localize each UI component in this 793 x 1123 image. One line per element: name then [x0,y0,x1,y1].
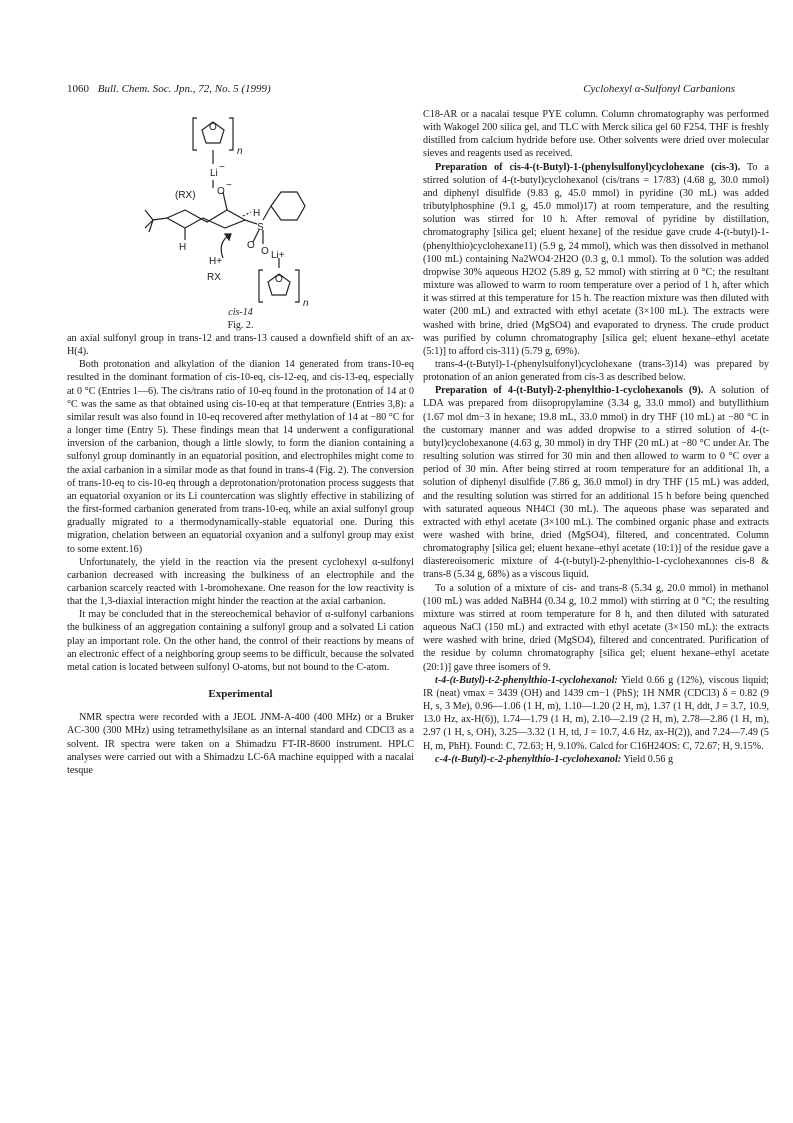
oxyanion-label: O [217,186,225,197]
svg-text:O: O [209,122,217,133]
procedure-text: To a stirred solution of 4-(t-butyl)cyclohexanol (cis/trans = 17/83) (4.68 g, 30.0 mmol) and diphenyl disulfide (9.83 g, 45.0 mmol) in pyridine (30 mL) was added tributylphosphine (9.1 g, 45.0 mmol)17) at room temperature, and the resulting solution was stirred for 10 h. After removal of pyridine by distillation, chromatography [silica gel; eluent hexane] of the residue gave crude 4-(t-butyl)-1-(phenylthio)cyclohexane11) (5.9 g, 24 mmol), which was then dissolved in methanol (100 mL) containing Na2WO4·2H2O (0.3 g, 0.1 mmol). To the solution was added dropwise 30% aqueous H2O2 (5.89 g, 52 mmol) with stirring at 0 °C; the resultant mixture was allowed to warm to room temperature over a period of 1 h, after which it was stirred at this temperature for 15 h. The reaction mixture was then diluted with water (200 mL) and extracted with ethyl acetate (3×100 mL). The extracts were washed with brine, dried (MgSO4) and evaporated to dryness. The crude product was purified by column chromatography [silica gel; eluent hexane–ethyl acetate (5:1)] to afford cis-311) (5.79 g, 69%). [423,161,769,357]
running-header-right: Cyclohexyl α-Sulfonyl Carbanions [583,83,735,95]
paragraph: To a solution of a mixture of cis- and trans-8 (5.34 g, 20.0 mmol) in methanol (100 mL) was added NaBH4 (0.34 g, 10.2 mmol) with stirring at 0 °C; the resulting mixture was stirred at room temperature for 8 h, and then diluted with saturated aqueous NaCl (150 mL) and extracted with ethyl acetate (3×150 mL): the extracts were washed with brine, dried (MgSO4), filtered and concentrated. Purification of the residue by column chromatography [silica gel; eluent hexane–ethyl acetate (20:1)] gave three isomers of 9. [423,582,769,673]
procedure-heading: Preparation of 4-(t-Butyl)-2-phenylthio-1-cyclohexanols (9). [435,385,704,397]
phenyl-ring [271,192,305,220]
h-plus-label: H+ [209,256,223,267]
bracket-left-bottom [259,270,263,302]
thf-o-top-icon [209,122,217,133]
sulfur-label: S [257,222,264,233]
paragraph: It may be concluded that in the stereochemical behavior of α-sulfonyl carbanions the bulkiness of an aggregation containing a sulfonyl group and a solvated Li cation play an important role. On the other hand, the control of their reactions by means of an electronic effect of a neighboring group seems to be difficult, because the solvated metal cation is located between sulfonyl O-atoms, but not bound to the C-atom. [67,609,414,673]
compound-data-paragraph [423,674,769,753]
left-column [67,110,414,777]
right-column [423,108,769,766]
paragraph: NMR spectra were recorded with a JEOL JNM-A-400 (400 MHz) or a Bruker AC-300 (300 MHz) using tetramethylsilane as an internal standard and CDCl3 as a solvent. IR spectra were taken on a Shimadzu FT-IR-8600 instrument. HPLC analyses were carried out with a Shimadzu LC-6A machine equipped with a nacalai tesque [67,712,414,776]
paragraph: trans-4-(t-Butyl)-1-(phenylsulfonyl)cyclohexane (trans-3)14) was prepared by protonation of an anion generated from cis-3 as described below. [423,358,769,384]
oxygen-label-1: O [247,240,255,251]
bracket-right-bottom [295,270,299,302]
procedure-heading: Preparation of cis-4-(t-Butyl)-1-(phenylsulfonyl)cyclohexane (cis-3). [435,161,741,173]
svg-text:−: − [226,180,232,191]
compound-heading: c-4-(t-Butyl)-c-2-phenylthio-1-cyclohexanol: [435,753,622,765]
procedure-text: A solution of LDA was prepared from diisopropylamine (3.34 g, 33.0 mmol) and butyllithium (1.67 mol dm−3 in hexane; 19.8 mL, 33.0 mmol) in dry THF (10 mL) at −80 °C in the customary manner and was added dropwise to a stirred solution of 4-(t-butyl)cyclohexanone (4.63 g, 30 mmol) in dry THF (20 mL) at −80 °C under Ar. The resulting solution was stirred for 30 min and then allowed to warm to 0 °C over a period of 30 min. After being stirred at room temperature for an additional 1h, a solution of diphenyl disulfide (7.86 g, 36.0 mmol) in dry THF (15 mL) was added, and the resulting solution was stirred for an additional 15 h before being quenched with saturated aqueous NH4Cl (30 mL). The aqueous phase was separated and extracted with ethyl acetate (3×100 mL). The combined organic phase and extracts were washed with brine, dried (MgSO4), filtered, and concentrated. Column chromatography [silica gel; eluent hexane–ethyl acetate (10:1)] of the residue gave a diastereoisomeric mixture of 4-(t-butyl)-2-phenylthio-1-cyclohexanones cis-8 & trans-8 (5.34 g, 68%) as a viscous liquid. [423,385,769,581]
rx-parenthetical: (RX) [175,190,196,201]
n-subscript-top: n [237,146,243,157]
compound-heading: t-4-(t-Butyl)-t-2-phenylthio-1-cyclohexanol: [435,674,618,686]
n-subscript-bottom: n [303,298,309,309]
journal-citation: Bull. Chem. Soc. Jpn., 72, No. 5 (1999) [97,83,271,95]
paragraph: Both protonation and alkylation of the dianion 14 generated from trans-10-eq resulted in the dominant formation of cis-10-eq, cis-12-eq, and cis-13-eq, especially at 0 °C (Entries 1—6). The cis/trans ratio of 10-eq found in the protonation of 14 at 0 °C was the same as that obtained using cis-10-eq at that temperature (Entries 3,8): a similar result was also found in 10-eq recovered after methylation of 14 at −80 °C for a longer time (Entry 5). These findings mean that 14 underwent a configurational inversion of the carbanion, though a little slowly, to form the dianion containing a sulfonyl group dominantly in an equatorial position, and electrophiles might come to the axial carbanion in a similar mode as that found in trans-4 (Fig. 2). The conversion of trans-10-eq to cis-10-eq through a deprotonation/protonation process suggests that an equatorial oxyanion or its Li countercation was slightly effective in stabilizing of the first-formed carbanion generated from trans-10-eq, while an axial sulfonyl group gradually migrated to a thermodynamically-stable equatorial one. During this migration, chelation between an equatorial oxyanion and a sulfonyl group may exist to some extent.16) [67,359,414,555]
procedure-paragraph [423,161,769,358]
oxygen-label-2: O [261,246,269,257]
compound-data-text: Yield 0.66 g (12%), viscous liquid; IR (neat) νmax = 3439 (OH) and 1439 cm−1 (PhS); 1H NMR (CDCl3) δ = 0.82 (9 H, s, 3 Me), 0.96—1.06 (1 H, m), 1.10—1.20 (2 H, m), 1.37 (1 H, ddt, J = 3.7, 10.9, 13.0 Hz, ax-H(6)), 1.74—1.79 (1 H, m), 2.10—2.19 (2 H, m), 2.78—2.86 (1 H, m), 2.97 (1 H, s, OH), 3.25—3.32 (1 H, td, J = 10.7, 4.6 Hz, ax-H(2)), and 7.24—7.49 (5 H, m, PhH). Found: C, 72.63; H, 9.10%. Calcd for C16H24OS: C, 72.67; H, 9.15%. [423,674,769,752]
figure-caption [67,306,414,332]
li-label-top: Li [210,168,218,179]
h-left-label: H [179,242,187,253]
cyclohexane-chair [167,210,245,228]
figure-label: Fig. 2. [227,320,254,331]
running-header-left [67,83,271,95]
chemical-structure-diagram [67,110,414,310]
page-number: 1060 [67,83,89,95]
compound-data-paragraph [423,753,769,766]
li-plus-label: Li+ [271,250,285,261]
compound-data-text: Yield 0.56 g [623,753,674,765]
section-heading-experimental: Experimental [208,688,273,701]
procedure-paragraph [423,384,769,581]
paragraph: an axial sulfonyl group in trans-12 and trans-13 caused a downfield shift of an ax-H(4). [67,333,414,358]
svg-text:−: − [219,162,225,173]
compound-label: cis-14 [228,307,253,318]
rx-label: RX [207,272,221,283]
paragraph: C18-AR or a nacalai tesque PYE column. Column chromatography was performed with Wakogel 200 silica gel, and TLC with Merck silica gel 60 F254. THF is freshly distilled from calcium hydride before use. Other solvents were dried over molecular sieves and reagents used as received. [423,109,769,160]
figure-2 [67,110,414,332]
paragraph: Unfortunately, the yield in the reaction via the present cyclohexyl α-sulfonyl carbanion decreased with increasing the bulkiness of an electrophile and the carbanion scarcely reacted with 1-bromohexane. One reason for the low reactivity is that the 1,3-diaxial interaction might hinder the reaction at the axial carbanion. [67,556,414,608]
h-axial-label: H [253,208,261,219]
bracket-left-top [193,118,197,150]
svg-text:O: O [275,274,283,285]
bracket-right-top [229,118,233,150]
